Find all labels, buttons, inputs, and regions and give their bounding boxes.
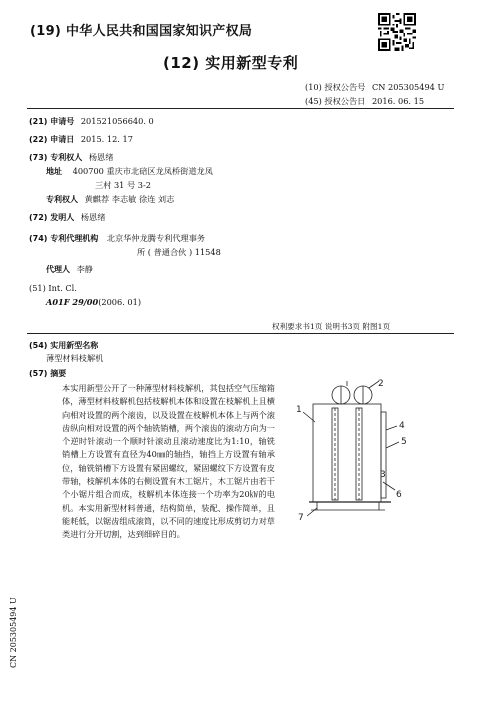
figure-label-1: 1 (296, 405, 302, 415)
abstract-figure (283, 378, 433, 528)
co-patentee-row (46, 193, 174, 206)
document-type: (12) 实用新型专利 (163, 54, 299, 72)
header-divider (27, 108, 454, 109)
address-row (46, 165, 213, 178)
publication-number-row (305, 82, 444, 93)
inventor-name: 杨恩绪 (80, 212, 106, 222)
co-patentee-label: 专利权人 (46, 195, 78, 204)
agent-label: 代理人 (46, 265, 70, 274)
figure-label-4: 4 (399, 421, 405, 431)
side-publication-number: CN 205305494 U (9, 597, 18, 668)
saw-blade (381, 412, 386, 498)
co-patentee-names: 黄麒荐 李志敏 徐连 刘志 (84, 194, 175, 204)
publication-date-label: (45) 授权公告日 (305, 96, 366, 106)
abstract-label (29, 367, 66, 380)
title-label-text: (54) 实用新型名称 (29, 341, 99, 350)
utility-model-title: 薄型材料枝解机 (46, 353, 104, 363)
agency-row (29, 232, 205, 245)
agency-line-1: 北京华仲龙腾专利代理事务 (106, 233, 206, 243)
patentee-row (29, 151, 113, 164)
qr-code-icon (378, 13, 416, 51)
publication-number-label: (10) 授权公告号 (305, 82, 366, 92)
agency-line-2: 所 ( 普通合伙 ) 11548 (137, 247, 221, 257)
figure-label-5: 5 (401, 437, 407, 447)
figure-label-3: 3 (380, 470, 386, 480)
application-date: 2015. 12. 17 (80, 134, 133, 144)
publication-date: 2016. 06. 15 (371, 96, 425, 106)
agency-label: (74) 专利代理机构 (29, 234, 99, 243)
agent-row (46, 263, 93, 276)
office-name: (19) 中华人民共和国国家知识产权局 (30, 24, 253, 39)
address-line-1: 400700 重庆市北碚区龙凤桥街道龙凤 (72, 166, 213, 176)
application-number: 201521056640. 0 (80, 116, 154, 126)
agent-name: 李静 (76, 264, 93, 274)
ipc-year: (2006. 01) (98, 297, 142, 307)
address-label: 地址 (46, 167, 62, 176)
abstract-text: 本实用新型公开了一种薄型材料枝解机，其包括空气压缩箱体，薄型材料枝解机包括枝解机本体和设置在枝解机上且横向相对设置的两个滚齿，以及设置在枝解机本体上与两个滚齿纵向相对设置的两个轴铣销槽，两个滚齿的滚动方向为一个逆时针滚动一个顺时针滚动且滚动速度比为1:10，轴铣销槽上方设置有直径为40㎜的轴挡，轴挡上方设置有轴承位，轴铣销槽下方设置有紧固螺纹，紧固螺纹下方设置有皮带轴，枝解机本体的右侧设置有木工锯片，木工锯片由若干个小锯片组合而成，枝解机本体连接一个功率为20㎾的电机。本实用新型材料普通，结构简单，装配、操作简单，且能耗低，以锯齿组成滚筒，以不同的速度比形成剪切力对草类进行分开切割，达到细碎目的。 (62, 383, 275, 540)
abstract-label-text: (57) 摘要 (29, 369, 67, 378)
machine-body (313, 404, 381, 502)
ipc-code: A01F 29/00 (46, 297, 99, 307)
inventor-row (29, 211, 105, 224)
figure-label-2: 2 (378, 379, 384, 389)
address-line-2: 三村 31 号 3-2 (95, 180, 151, 190)
title-label (29, 339, 98, 352)
publication-date-row (305, 96, 424, 107)
figure-label-6: 6 (396, 490, 402, 500)
ipc-row (46, 296, 141, 308)
biblio-divider (27, 333, 454, 334)
publication-number: CN 205305494 U (371, 82, 445, 92)
inventor-label: (72) 发明人 (29, 213, 75, 222)
application-number-row (29, 115, 154, 128)
figure-label-7: 7 (298, 513, 304, 523)
pages-info: 权利要求书1页 说明书3页 附图1页 (272, 322, 391, 331)
patentee-name: 杨恩绪 (88, 152, 114, 162)
application-date-label: (22) 申请日 (29, 135, 75, 144)
int-cl-label: (51) Int. Cl. (29, 283, 77, 293)
application-number-label: (21) 申请号 (29, 117, 75, 126)
application-date-row (29, 133, 133, 146)
patentee-label: (73) 专利权人 (29, 153, 83, 162)
